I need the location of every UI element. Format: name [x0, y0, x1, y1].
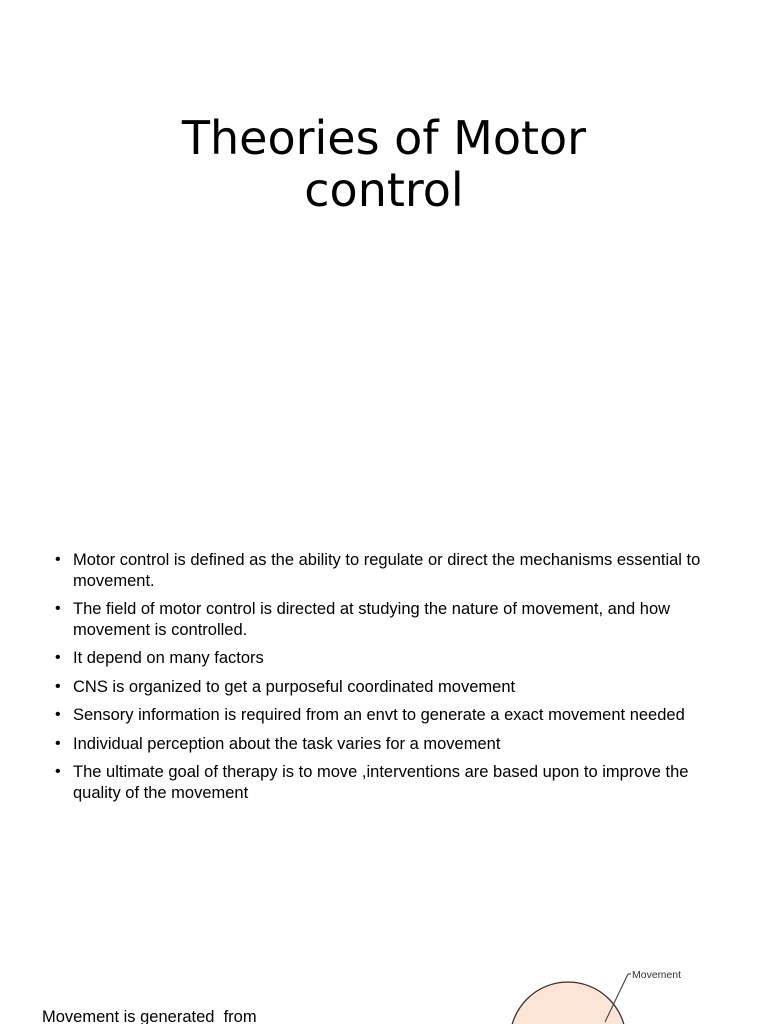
bullet-dot-icon: •	[55, 763, 61, 780]
bullet-text: The ultimate goal of therapy is to move ,interventions are based upon to improve the quality of the movement	[73, 763, 689, 802]
bullet-item	[55, 705, 715, 726]
slide-title-line-2: control	[304, 163, 464, 217]
bullet-item	[55, 599, 715, 640]
bullet-text: It depend on many factors	[73, 649, 264, 667]
bullet-dot-icon: •	[55, 600, 61, 617]
slide-title-line-1: Theories of Motor	[181, 111, 587, 165]
movement-diagram	[500, 960, 768, 1024]
bullet-text: The field of motor control is directed at studying the nature of movement, and how movement is controlled.	[73, 600, 671, 639]
bullet-dot-icon: •	[55, 734, 61, 752]
bullet-item	[55, 677, 715, 698]
movement-circle	[510, 982, 626, 1024]
footer-text: Movement is generated from	[42, 1008, 257, 1024]
movement-label: Movement	[632, 969, 682, 981]
bullet-text: Motor control is defined as the ability to regulate or direct the mechanisms essential to movement.	[73, 551, 701, 590]
slide-title	[0, 112, 768, 216]
bullet-item	[55, 648, 715, 669]
bullet-dot-icon: •	[55, 649, 61, 666]
bullet-dot-icon: •	[55, 551, 61, 568]
bullet-item	[55, 762, 715, 803]
bullet-text: Individual perception about the task varies for a movement	[73, 734, 501, 753]
bullet-item	[55, 734, 715, 755]
bullet-dot-icon: •	[55, 677, 61, 695]
bullet-dot-icon: •	[55, 706, 61, 723]
bullet-text: Sensory information is required from an envt to generate a exact movement needed	[73, 706, 685, 724]
bullet-item	[55, 550, 715, 591]
bullet-text: CNS is organized to get a purposeful coordinated movement	[73, 677, 516, 696]
bullet-list	[55, 550, 715, 811]
